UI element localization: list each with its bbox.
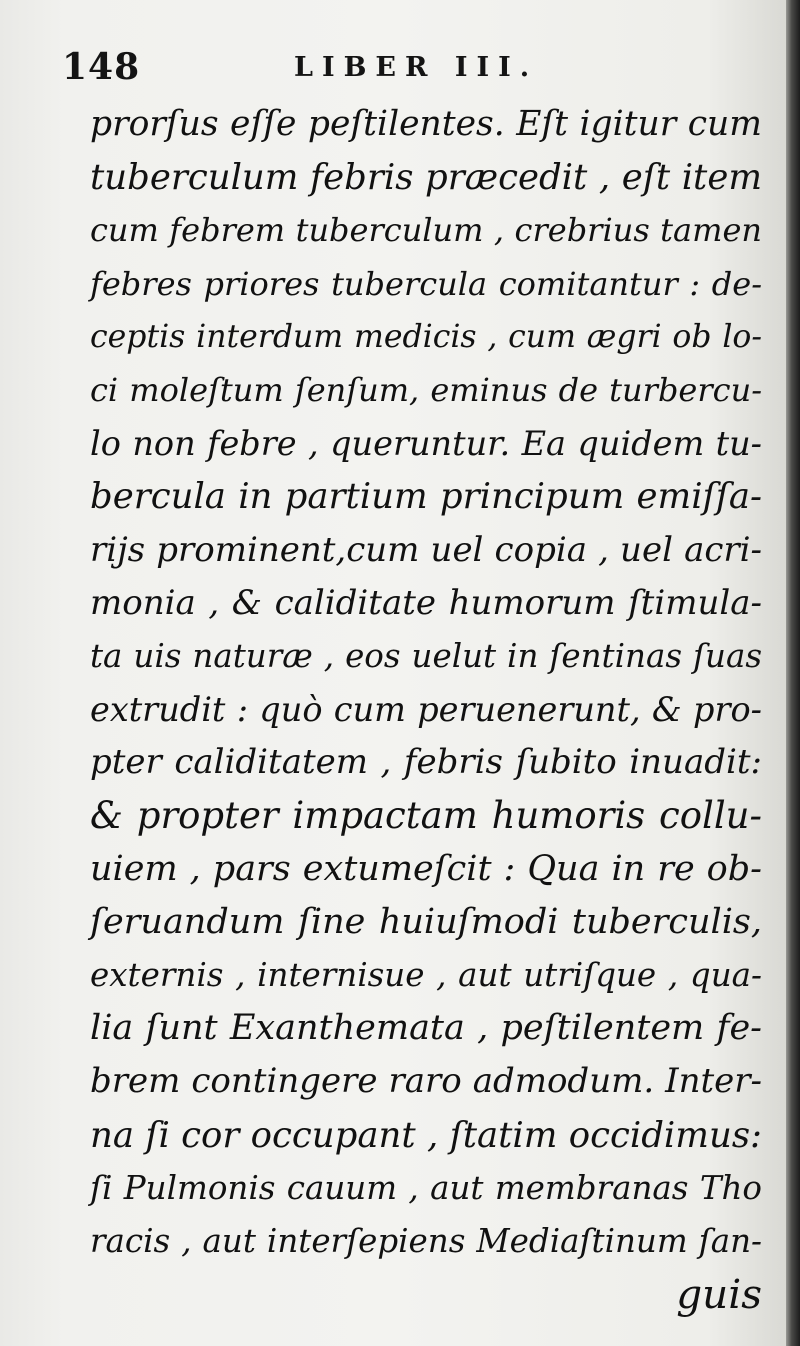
text-line: ta uis naturæ , eos uelut in ſentinas ſuas [90, 636, 762, 675]
text-line: cum febrem tuberculum , crebrius tamen [90, 211, 762, 250]
text-line: prorſus eſſe peſtilentes. Eſt igitur cum [90, 104, 762, 144]
text-line: bercula in partium principum emiſſa- [90, 476, 762, 518]
body-text [90, 98, 762, 1321]
text-line: racis , aut interſepiens Mediaſtinum ſan- [90, 1221, 762, 1260]
page-edge [786, 0, 800, 1346]
text-line: uiem , pars extumeſcit : Qua in re ob- [90, 848, 762, 889]
catchword: guis [676, 1270, 762, 1319]
page-number: 148 [62, 46, 141, 88]
text-line: & propter impactam humoris collu- [90, 794, 762, 838]
text-line: na ſi cor occupant , ſtatim occidimus: [90, 1114, 762, 1156]
text-line: ſeruandum ſine huiuſmodi tuberculis, [90, 901, 762, 942]
text-line: ci moleſtum ſenſum, eminus de turbercu- [90, 370, 762, 409]
text-line: rijs prominent,cum uel copia , uel acri- [90, 529, 762, 570]
text-line: pter caliditatem , febris ſubito inuadit: [90, 742, 762, 783]
text-line: brem contingere raro admodum. Inter- [90, 1061, 762, 1102]
text-line: lia ſunt Exanthemata , peſtilentem fe- [90, 1008, 762, 1049]
text-line: febres priores tubercula comitantur : de- [90, 264, 762, 303]
text-line: monia , & caliditate humorum ſtimula- [90, 582, 762, 623]
running-head: LIBER III. [294, 52, 539, 83]
text-line: extrudit : quò cum peruenerunt, & pro- [90, 690, 762, 730]
text-line: tuberculum febris præcedit , eſt item [90, 157, 762, 199]
text-line: ſi Pulmonis cauum , aut membranas Tho [90, 1168, 762, 1207]
page-header [62, 46, 582, 92]
text-line: externis , internisue , aut utriſque , qua- [90, 956, 762, 994]
text-line: lo non febre , queruntur. Ea quidem tu- [90, 424, 762, 464]
text-line: ceptis interdum medicis , cum ægri ob lo- [90, 318, 762, 355]
